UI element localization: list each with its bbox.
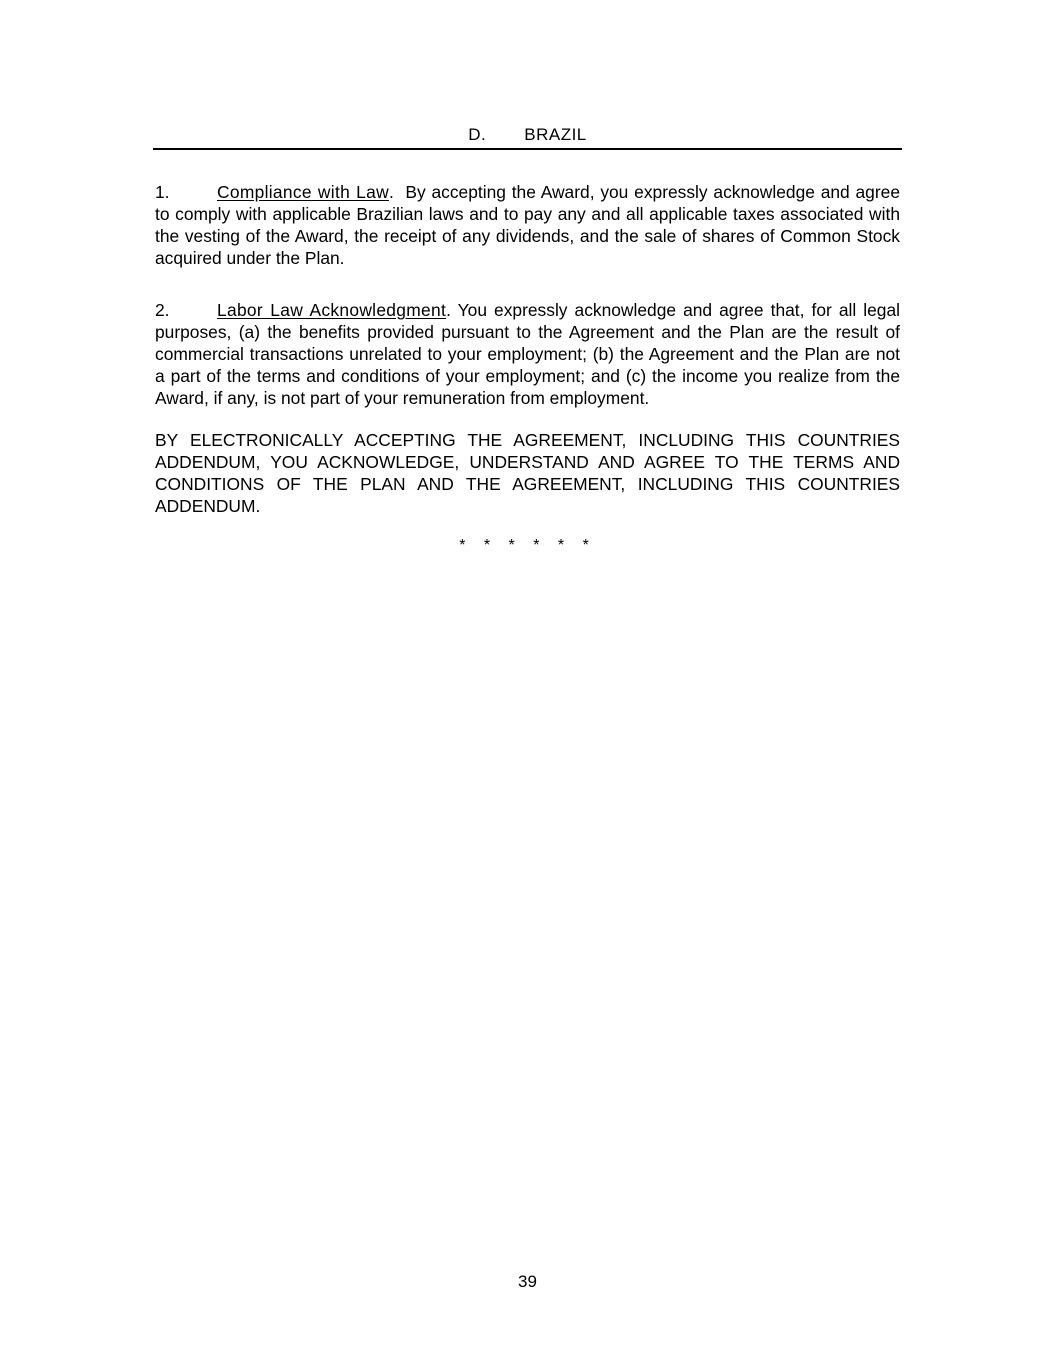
paragraph-labor-law-acknowledgment: [155, 299, 900, 409]
section-letter: D.: [468, 125, 487, 144]
section-separator: * * * * * *: [459, 537, 596, 554]
closing-statement: BY ELECTRONICALLY ACCEPTING THE AGREEMENT, INCLUDING THIS COUNTRIES ADDENDUM, YOU ACKNOWLEDGE, UNDERSTAND AND AGREE TO THE TERMS AND CONDITIONS OF THE PLAN AND THE AGREEMENT, INCLUDING THIS COUNTRIES ADDENDUM.: [155, 430, 900, 516]
caption-punctuation: .: [446, 300, 458, 320]
paragraph-number: 2.: [155, 300, 170, 320]
paragraph-number: 1.: [155, 182, 170, 202]
paragraph-caption: Labor Law Acknowledgment: [217, 300, 447, 320]
paragraph-text: By accepting the Award, you expressly acknowledge and agree to comply with applicable Brazilian laws and to pay any and all applicable taxes associated with the vesting of the Award, the receipt of any dividends, and the sale of shares of Common Stock acquired under the Plan.: [155, 182, 900, 268]
section-title: BRAZIL: [524, 125, 587, 144]
caption-punctuation: .: [388, 182, 406, 202]
paragraph-text: You expressly acknowledge and agree that, for all legal purposes, (a) the benefits provided pursuant to the Agreement and the Plan are the result of commercial transactions unrelated to your employment; (b) the Agreement and the Plan are not a part of the terms and conditions of your employment; and (c) the income you realize from the Award, if any, is not part of your remuneration from employment.: [155, 300, 900, 408]
page-number: 39: [518, 1272, 537, 1291]
paragraph-compliance-with-law: [155, 181, 900, 269]
paragraph-caption: Compliance with Law: [217, 182, 389, 202]
section-heading: [153, 124, 902, 150]
